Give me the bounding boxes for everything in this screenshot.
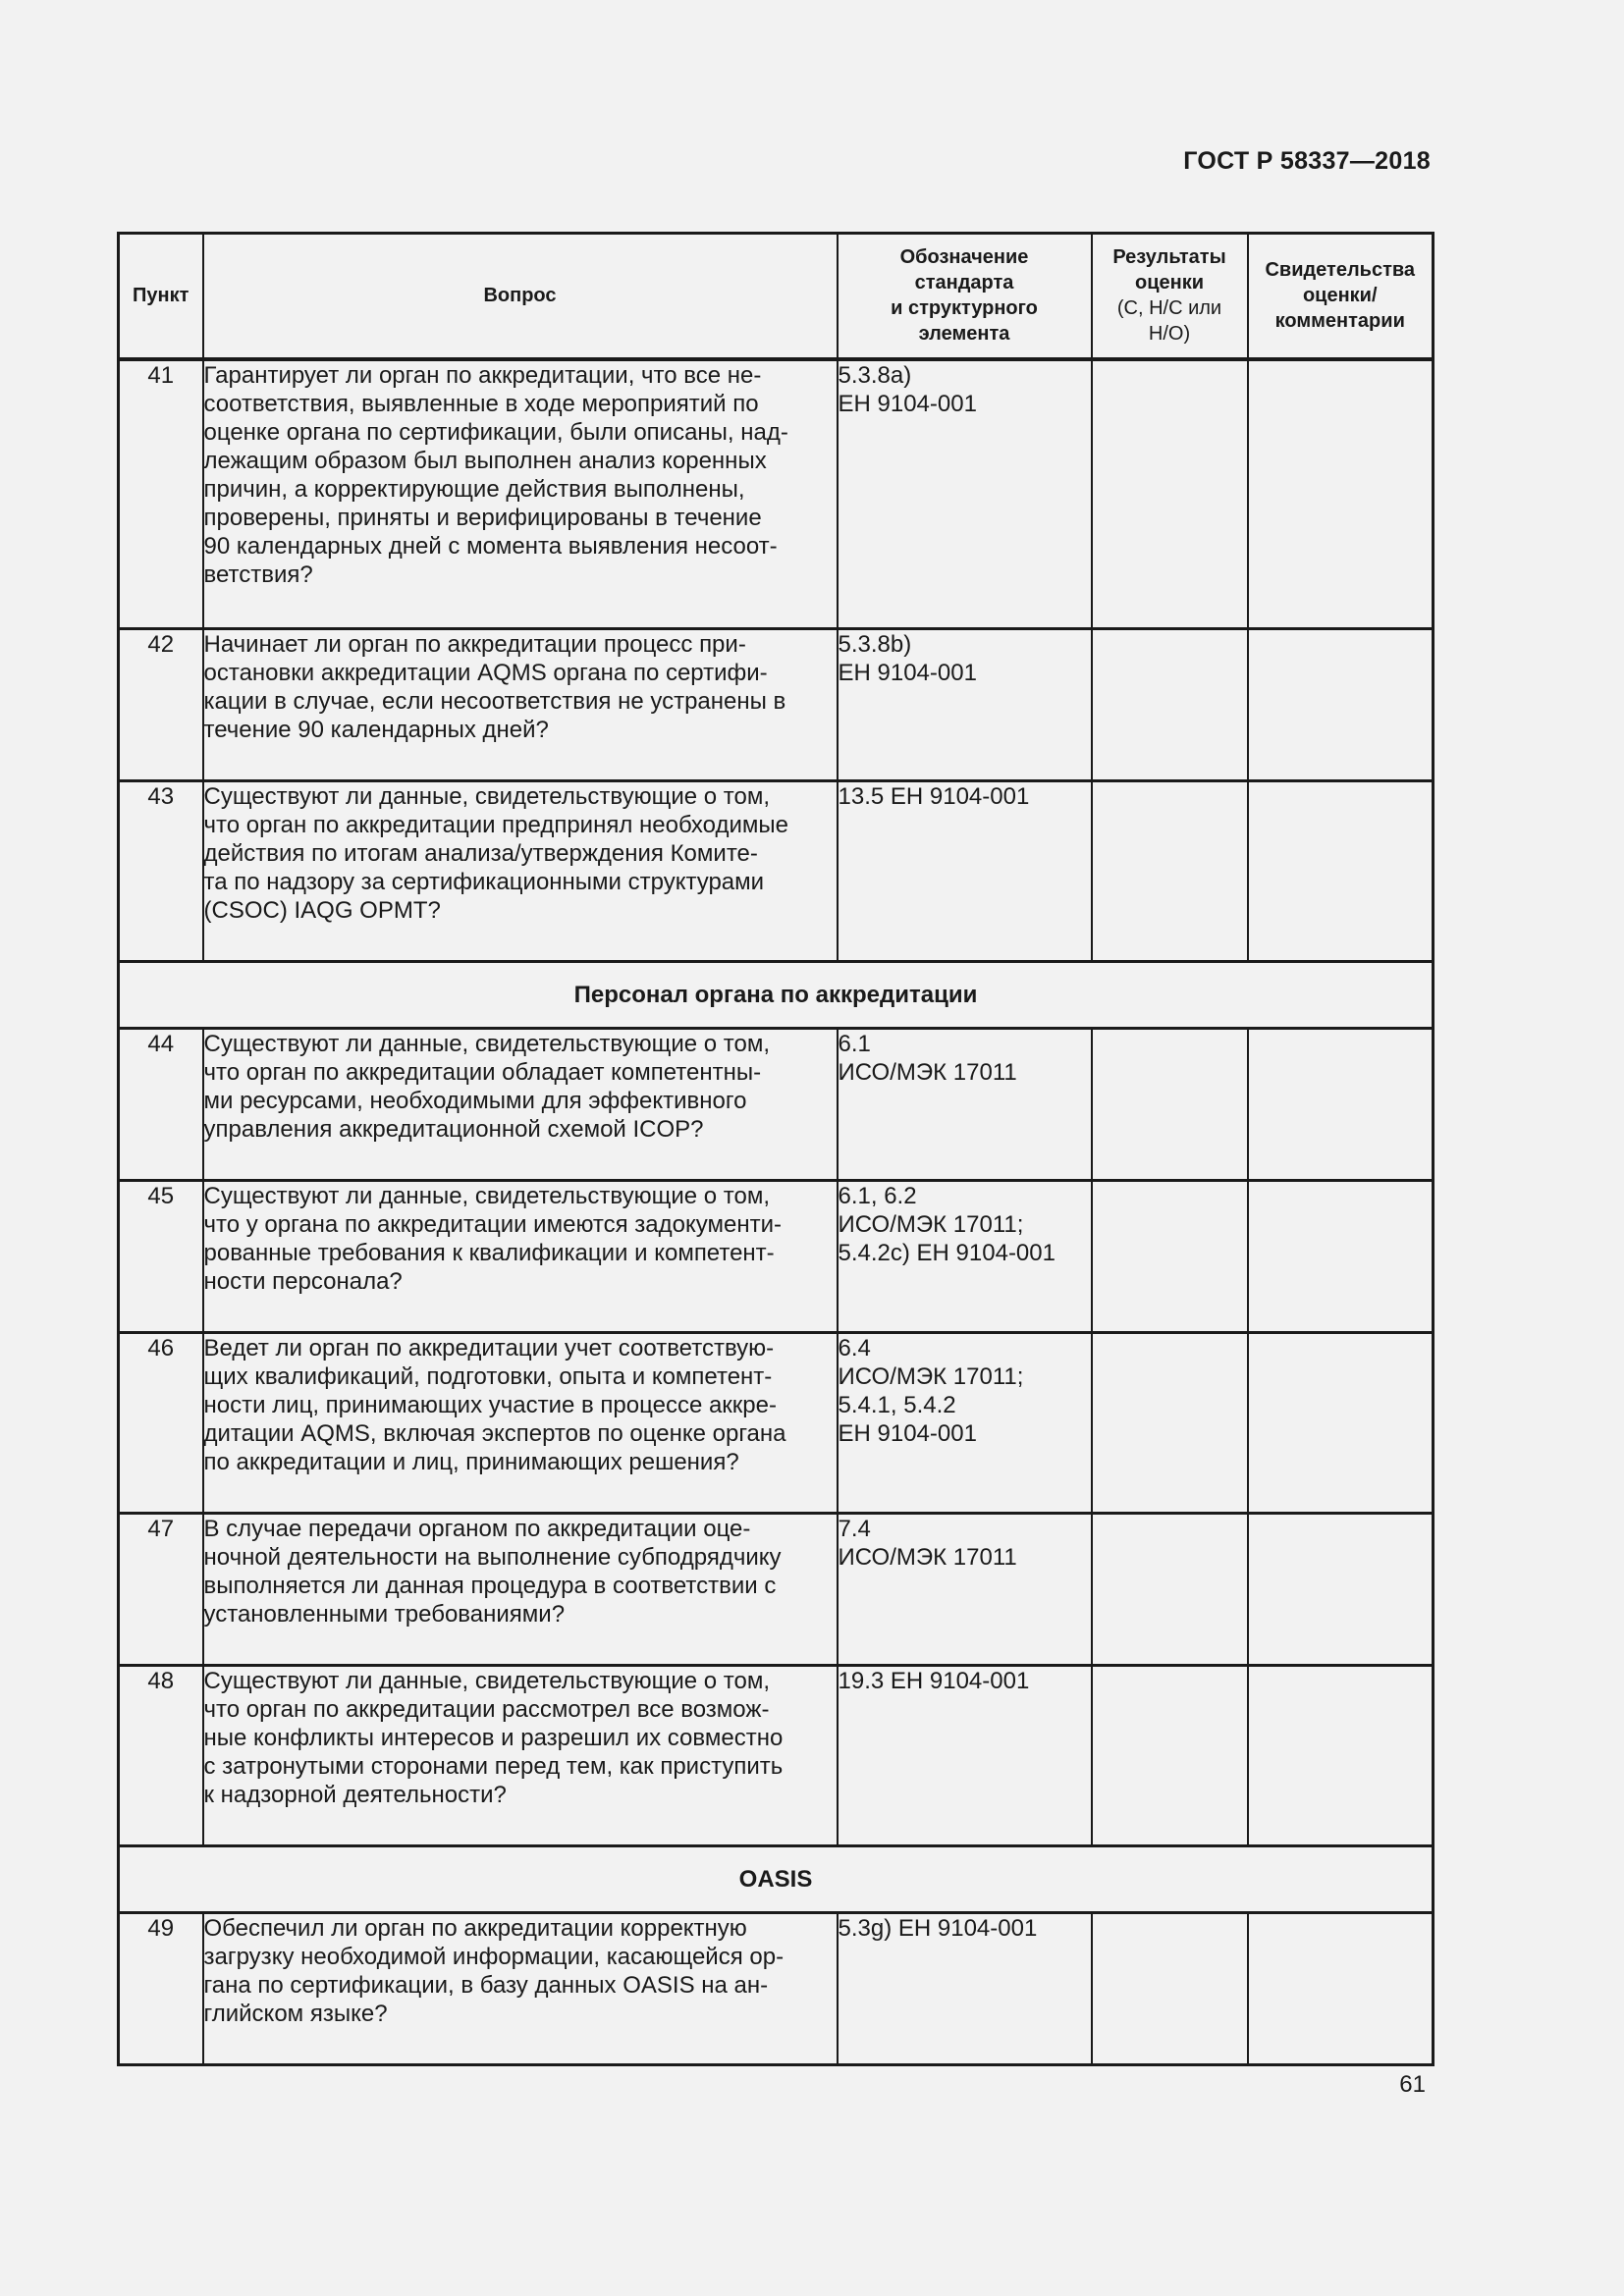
table-row	[119, 1913, 1434, 2065]
table-row	[119, 629, 1434, 781]
page-number: 61	[1399, 2071, 1426, 2098]
row-evidence-cell	[1248, 1913, 1434, 2065]
col-header-standard-text: Обозначение стандарта и структурного элемента	[891, 246, 1038, 346]
col-header-results-sub: (С, Н/С или Н/О)	[1116, 297, 1222, 346]
col-header-question: Вопрос	[203, 234, 838, 359]
row-evidence-cell	[1248, 1333, 1434, 1514]
row-question: Существуют ли данные, свидетельствующие о том, что орган по аккредитации рассмотрел все возмож- ные конфликты интересов и разрешил их совместно с затронутыми сторонами перед тем, как приступить к надзорной деятельности?	[203, 1666, 838, 1846]
row-standard: 6.1 ИСО/МЭК 17011	[838, 1029, 1092, 1181]
table-row	[119, 359, 1434, 629]
row-evidence-cell	[1248, 359, 1434, 629]
row-result-cell	[1092, 1666, 1248, 1846]
row-evidence-cell	[1248, 781, 1434, 962]
table-row	[119, 1514, 1434, 1666]
row-standard: 13.5 ЕН 9104-001	[838, 781, 1092, 962]
row-evidence-cell	[1248, 1514, 1434, 1666]
section-title-personnel: Персонал органа по аккредитации	[119, 962, 1434, 1029]
row-num: 42	[119, 629, 203, 781]
section-row	[119, 1846, 1434, 1913]
row-evidence-cell	[1248, 1181, 1434, 1333]
row-question: В случае передачи органом по аккредитации оце- ночной деятельности на выполнение субподрядчику выполняется ли данная процедура в соответствии с установленными требованиями?	[203, 1514, 838, 1666]
row-standard: 5.3.8b) ЕН 9104-001	[838, 629, 1092, 781]
row-result-cell	[1092, 1029, 1248, 1181]
row-num: 47	[119, 1514, 203, 1666]
document-code: ГОСТ Р 58337—2018	[1183, 147, 1431, 175]
row-result-cell	[1092, 1514, 1248, 1666]
row-result-cell	[1092, 629, 1248, 781]
row-num: 45	[119, 1181, 203, 1333]
section-title-oasis: OASIS	[119, 1846, 1434, 1913]
table-row	[119, 1333, 1434, 1514]
row-question: Существуют ли данные, свидетельствующие о том, что орган по аккредитации предпринял необходимые действия по итогам анализа/утверждения Комите- та по надзору за сертификационными структурами (CSOC) IAQG OPMT?	[203, 781, 838, 962]
col-header-num: Пункт	[119, 234, 203, 359]
row-question: Существуют ли данные, свидетельствующие о том, что у органа по аккредитации имеются задокументи- рованные требования к квалификации и компетент- ности персонала?	[203, 1181, 838, 1333]
row-num: 46	[119, 1333, 203, 1514]
row-standard: 5.3.8a) ЕН 9104-001	[838, 359, 1092, 629]
row-standard: 19.3 ЕН 9104-001	[838, 1666, 1092, 1846]
table-row	[119, 1666, 1434, 1846]
row-num: 43	[119, 781, 203, 962]
row-result-cell	[1092, 1181, 1248, 1333]
assessment-table	[117, 232, 1435, 2066]
col-header-results-title: Результаты оценки	[1112, 246, 1226, 294]
row-standard: 7.4 ИСО/МЭК 17011	[838, 1514, 1092, 1666]
row-question: Существуют ли данные, свидетельствующие о том, что орган по аккредитации обладает компетентны- ми ресурсами, необходимыми для эффективного управления аккредитационной схемой ICOP?	[203, 1029, 838, 1181]
table-row	[119, 1029, 1434, 1181]
row-standard: 5.3g) ЕН 9104-001	[838, 1913, 1092, 2065]
row-num: 49	[119, 1913, 203, 2065]
row-result-cell	[1092, 1333, 1248, 1514]
col-header-results	[1092, 234, 1248, 359]
row-num: 44	[119, 1029, 203, 1181]
row-standard: 6.1, 6.2 ИСО/МЭК 17011; 5.4.2c) ЕН 9104-001	[838, 1181, 1092, 1333]
table-header-row	[119, 234, 1434, 359]
row-question: Начинает ли орган по аккредитации процесс при- остановки аккредитации AQMS органа по сертифи- кации в случае, если несоответствия не устранены в течение 90 календарных дней?	[203, 629, 838, 781]
row-question: Ведет ли орган по аккредитации учет соответствую- щих квалификаций, подготовки, опыта и компетент- ности лиц, принимающих участие в процессе аккре- дитации AQMS, включая экспертов по оценке органа по аккредитации и лиц, принимающих решения?	[203, 1333, 838, 1514]
col-header-evidence-text: Свидетельства оценки/ комментарии	[1265, 259, 1416, 333]
table-row	[119, 1181, 1434, 1333]
section-row	[119, 962, 1434, 1029]
col-header-standard	[838, 234, 1092, 359]
row-question: Гарантирует ли орган по аккредитации, что все не- соответствия, выявленные в ходе мероприятий по оценке органа по сертификации, были описаны, над- лежащим образом был выполнен анализ коренных причин, а корректирующие действия выполнены, проверены, приняты и верифицированы в течение 90 календарных дней с момента выявления несоот- ветствия?	[203, 359, 838, 629]
row-result-cell	[1092, 781, 1248, 962]
row-evidence-cell	[1248, 1029, 1434, 1181]
col-header-evidence	[1248, 234, 1434, 359]
row-result-cell	[1092, 1913, 1248, 2065]
row-num: 41	[119, 359, 203, 629]
row-standard: 6.4 ИСО/МЭК 17011; 5.4.1, 5.4.2 ЕН 9104-001	[838, 1333, 1092, 1514]
row-evidence-cell	[1248, 1666, 1434, 1846]
row-num: 48	[119, 1666, 203, 1846]
row-evidence-cell	[1248, 629, 1434, 781]
row-question: Обеспечил ли орган по аккредитации корректную загрузку необходимой информации, касающейся ор- гана по сертификации, в базу данных OASIS на ан- глийском языке?	[203, 1913, 838, 2065]
table-row	[119, 781, 1434, 962]
row-result-cell	[1092, 359, 1248, 629]
